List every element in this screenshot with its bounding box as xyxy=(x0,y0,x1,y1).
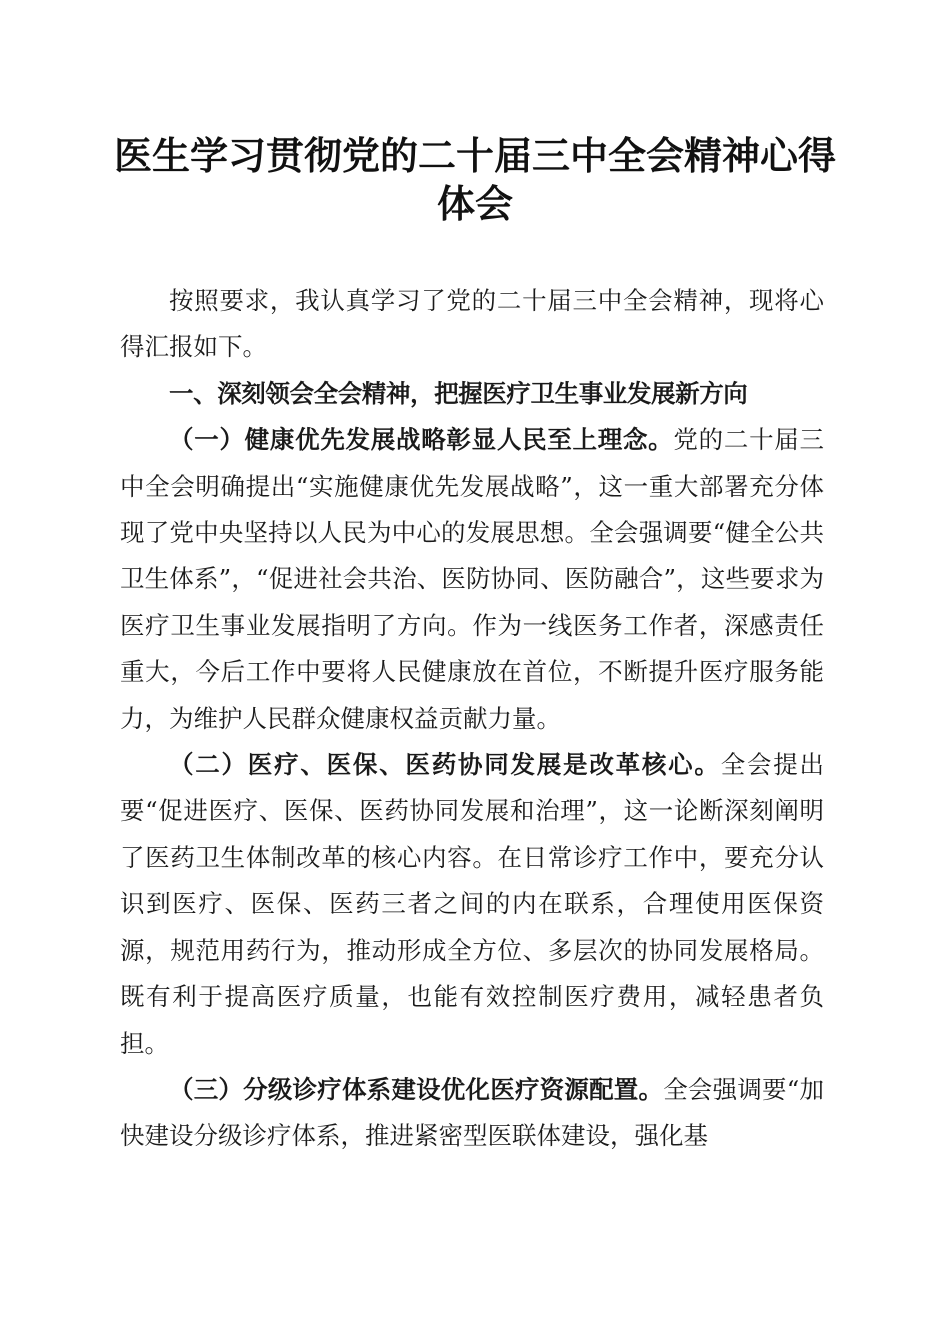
subsection-paragraph xyxy=(120,417,824,742)
subsection-paragraph xyxy=(120,742,824,1067)
subsection-lead: （三）分级诊疗体系建设优化医疗资源配置。 xyxy=(169,1074,664,1104)
subsection-text: 全会提出要“促进医疗、医保、医药协同发展和治理”，这一论断深刻阐明了医药卫生体制改革的核心内容。在日常诊疗工作中，要充分认识到医疗、医保、医药三者之间的内在联系，合理使用医保资源，规范用药行为，推动形成全方位、多层次的协同发展格局。既有利于提高医疗质量，也能有效控制医疗费用，减轻患者负担。 xyxy=(120,750,824,1058)
subsection-lead: （二）医疗、医保、医药协同发展是改革核心。 xyxy=(169,750,721,780)
document-body xyxy=(120,278,824,1160)
document-title: 医生学习贯彻党的二十届三中全会精神心得体会 xyxy=(113,133,836,226)
subsection-text: 党的二十届三中全会明确提出“实施健康优先发展战略”，这一重大部署充分体现了党中央坚持以人民为中心的发展思想。全会强调要“健全公共卫生体系”，“促进社会共治、医防协同、医防融合”，这些要求为医疗卫生事业发展指明了方向。作为一线医务工作者，深感责任重大，今后工作中要将人民健康放在首位，不断提升医疗服务能力，为维护人民群众健康权益贡献力量。 xyxy=(120,425,825,733)
subsection-text: 全会强调要“加快建设分级诊疗体系，推进紧密型医联体建设，强化基 xyxy=(120,1074,825,1151)
subsection-paragraph xyxy=(120,1067,824,1160)
subsection-lead: （一）健康优先发展战略彰显人民至上理念。 xyxy=(169,425,674,455)
intro-paragraph: 按照要求，我认真学习了党的二十届三中全会精神，现将心得汇报如下。 xyxy=(120,286,824,362)
section-heading: 一、深刻领会全会精神，把握医疗卫生事业发展新方向 xyxy=(169,378,748,408)
